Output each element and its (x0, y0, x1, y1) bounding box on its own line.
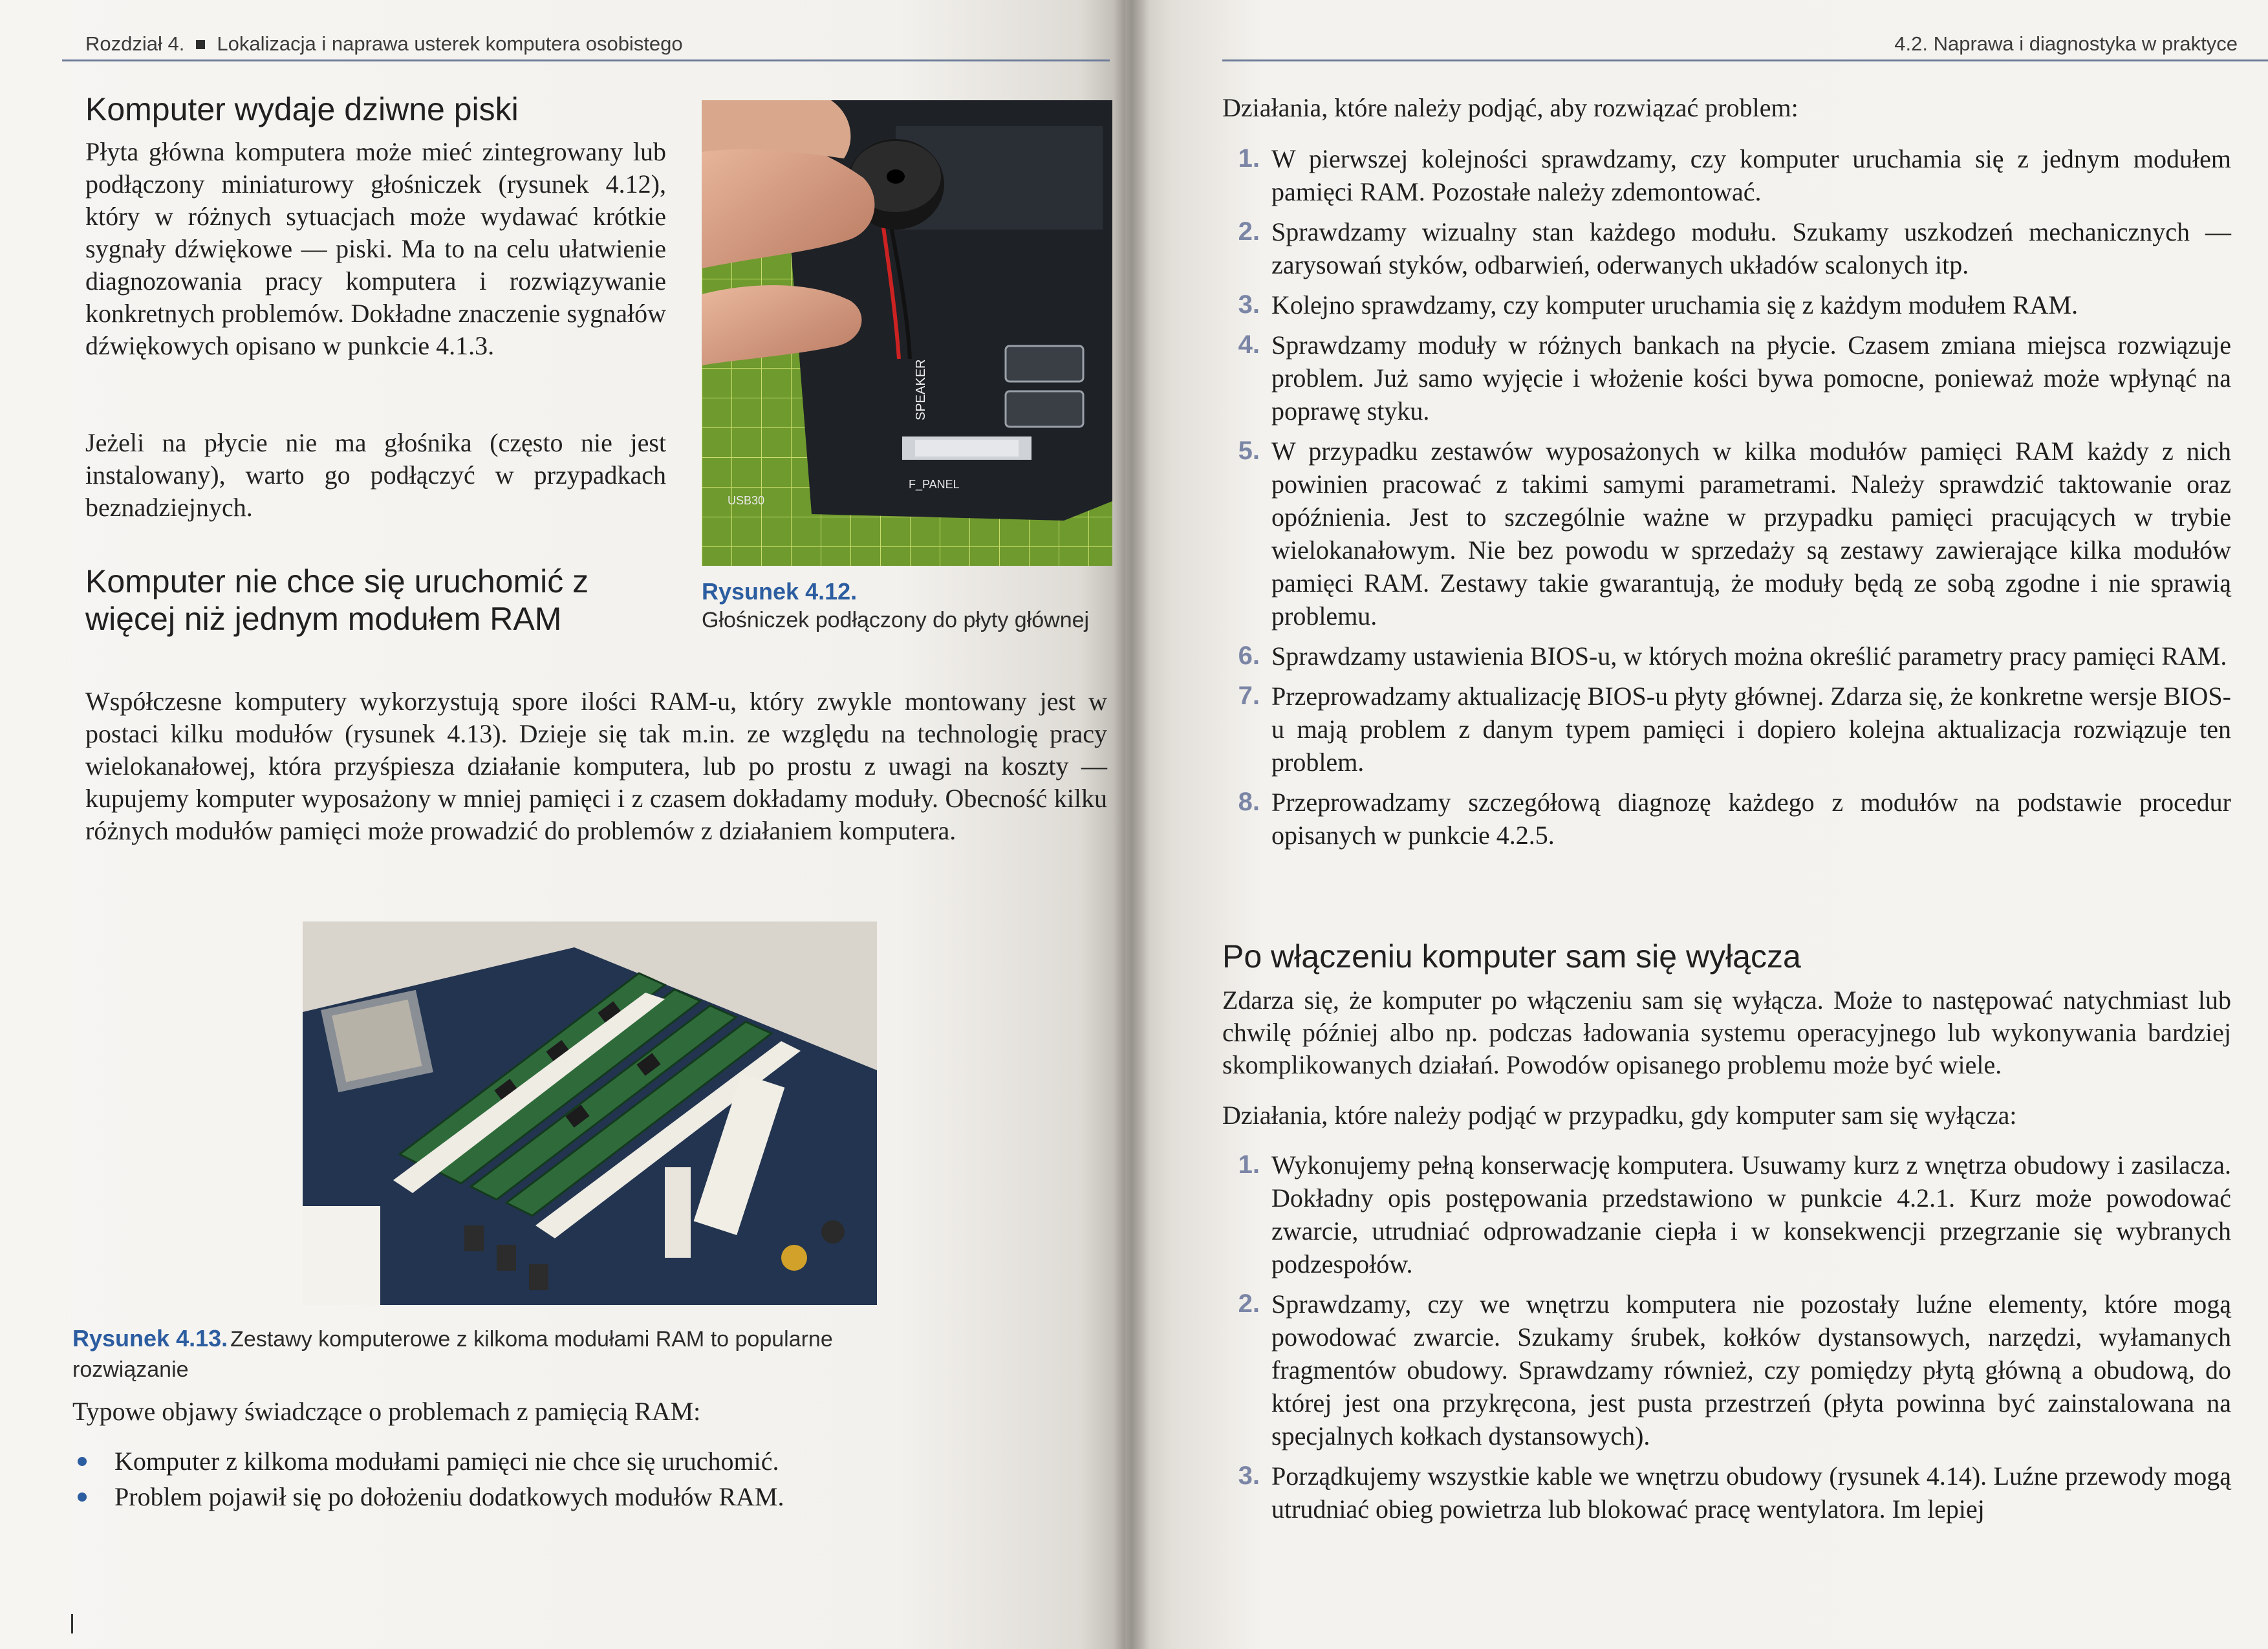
step-number: 8. (1238, 788, 1260, 816)
figure-4-12-label: Rysunek 4.12. (702, 578, 858, 605)
header-rule-right (1222, 59, 2268, 61)
list-item (1222, 215, 2231, 281)
section-heading-shutdown: Po włączeniu komputer sam się wyłącza (1222, 938, 1801, 975)
step-number: 3. (1238, 290, 1260, 319)
step-number: 5. (1238, 436, 1260, 465)
step-number: 3. (1238, 1461, 1260, 1490)
panel-board-label: F_PANEL (909, 478, 960, 491)
step-number: 7. (1238, 682, 1260, 710)
actions-list-ram (1222, 142, 2231, 859)
figure-4-13-caption (72, 1326, 887, 1387)
running-header-left (85, 32, 683, 56)
beeps-paragraph-1: Płyta główna komputera może mieć zintegrowany lub podłączony miniaturowy głośniczek (rysunek 4.12), który w różnych sytuacjach może wydawać krótkie sygnały dźwiękowe — piski. Ma to na celu ułatwienie diagnozowania pracy komputera i rozwiązywanie konkretnych problemów. Dokładne znaczenie sygnałów dźwiękowych opisano w punkcie 4.1.3. (85, 137, 666, 360)
step-text: Przeprowadzamy aktualizację BIOS-u płyty głównej. Zdarza się, że konkretne wersje BIOS-u mają problem z danym typem pamięci i dopiero kolejna aktualizacja rozwiązuje ten problem. (1271, 682, 2231, 777)
figure-4-12-text: Głośniczek podłączony do płyty głównej (702, 608, 1090, 632)
section-heading-ram-boot: Komputer nie chce się uruchomić z więcej niż jednym modułem RAM (85, 563, 589, 637)
step-number: 6. (1238, 641, 1260, 670)
chapter-title: Lokalizacja i naprawa usterek komputera osobistego (217, 32, 683, 55)
symptoms-list (72, 1443, 1042, 1514)
list-item (1222, 786, 2231, 852)
figure-4-13-text: Zestawy komputerowe z kilkoma modułami RAM to popularne rozwiązanie (72, 1327, 833, 1382)
beeps-paragraph-2: Jeżeli na płycie nie ma głośnika (często nie jest instalowany), warto go podłączyć w przypadkach beznadziejnych. (85, 428, 666, 522)
square-bullet-icon (196, 40, 205, 49)
list-item (1222, 142, 2231, 208)
left-page (0, 0, 1125, 1649)
list-item: Komputer z kilkoma modułami pamięci nie chce się uruchomić. (72, 1443, 1042, 1479)
list-item (1222, 288, 2231, 321)
step-number: 1. (1238, 144, 1260, 173)
actions-intro: Działania, które należy podjąć, aby rozwiązać problem: (1222, 93, 1798, 122)
ram-boot-paragraph: Współczesne komputery wykorzystują spore ilości RAM-u, który zwykle montowany jest w postaci kilku modułów (rysunek 4.13). Dzieje się tak m.in. ze względu na technologię pracy wielokanałowej, która przyśpiesza działanie komputera, lub po prostu z uwagi na koszty — kupujemy komputer wyposażony w mniej pamięci i z czasem dokładamy moduły. Obecność kilku różnych modułów pamięci może prowadzić do problemów z działaniem komputera. (85, 687, 1107, 845)
step-text: Sprawdzamy moduły w różnych bankach na płycie. Czasem zmiana miejsca rozwiązuje problem. Już samo wyjęcie i włożenie kości bywa pomocne, ponieważ może wpłynąć na poprawę styku. (1271, 330, 2231, 426)
step-text: Wykonujemy pełną konserwację komputera. Usuwamy kurz z wnętrza obudowy i zasilacza. Dokładny opis postępowania przedstawiono w punkcie 4.2.1. Kurz może powodować zwarcie, utrudniać odprowadzanie ciepła i w konsekwencji przegrzanie się wybranych podzespołów. (1271, 1150, 2231, 1278)
page-edge-mark (71, 1614, 73, 1633)
section-heading-beeps: Komputer wydaje dziwne piski (85, 91, 519, 127)
list-item (1222, 1460, 2231, 1525)
step-number: 4. (1238, 330, 1260, 359)
book-spine-shadow (1114, 0, 1150, 1649)
step-number: 1. (1238, 1150, 1260, 1179)
list-item (1222, 435, 2231, 632)
step-text: W przypadku zestawów wyposażonych w kilka modułów pamięci RAM każdy z nich powinien pracować z takimi samymi parametrami. Należy sprawdzić taktowanie oraz opóźnienia. Jest to szczególnie ważne w przypadku pamięci pracujących w trybie wielokanałowym. Nie bez powodu w sprzedaży są zestawy zawierające kilka modułów pamięci RAM. Zestawy takie gwarantują, że moduły będą ze sobą zgodne i nie sprawią problemu. (1271, 436, 2231, 630)
speaker-board-label: SPEAKER (914, 359, 928, 420)
shutdown-paragraph: Zdarza się, że komputer po włączeniu sam się wyłącza. Może to następować natychmiast lub chwilę później albo np. podczas ładowania systemu operacyjnego lub wykonywania bardziej skomplikowanych działań. Powodów opisanego problemu może być wiele. (1222, 986, 2231, 1079)
shutdown-actions-intro: Działania, które należy podjąć w przypadku, gdy komputer sam się wyłącza: (1222, 1101, 2017, 1130)
ram-modules-illustration (303, 921, 877, 1305)
step-text: Sprawdzamy ustawienia BIOS-u, w których można określić parametry pracy pamięci RAM. (1271, 641, 2227, 671)
right-page (1125, 0, 2268, 1649)
running-header-right: 4.2. Naprawa i diagnostyka w praktyce (1894, 32, 2238, 55)
actions-list-shutdown (1222, 1148, 2231, 1533)
step-number: 2. (1238, 217, 1260, 246)
list-item (1222, 640, 2231, 673)
chapter-label: Rozdział 4. (85, 32, 185, 55)
figure-4-13-ram-photo (303, 921, 877, 1305)
step-text: Sprawdzamy wizualny stan każdego modułu. Szukamy uszkodzeń mechanicznych — zarysowań styków, odbarwień, oderwanych układów scalonych itp. (1271, 217, 2231, 279)
step-text: Porządkujemy wszystkie kable we wnętrzu obudowy (rysunek 4.14). Luźne przewody mogą utrudniać obieg powietrza lub blokować pracę wentylatora. Im lepiej (1271, 1461, 2231, 1524)
figure-4-12-caption (702, 577, 1103, 634)
list-item (1222, 329, 2231, 427)
list-item (1222, 1148, 2231, 1280)
list-item (1222, 680, 2231, 779)
usb-board-label: USB30 (728, 494, 765, 507)
speaker-photo-illustration (702, 100, 1112, 566)
list-item (1222, 1288, 2231, 1452)
list-item: Problem pojawił się po dołożeniu dodatkowych modułów RAM. (72, 1479, 1042, 1514)
symptoms-intro: Typowe objawy świadczące o problemach z pamięcią RAM: (72, 1397, 701, 1426)
step-text: Kolejno sprawdzamy, czy komputer uruchamia się z każdym modułem RAM. (1271, 290, 2079, 319)
step-number: 2. (1238, 1289, 1260, 1318)
figure-4-12-speaker-photo (702, 100, 1112, 566)
step-text: Sprawdzamy, czy we wnętrzu komputera nie pozostały luźne elementy, które mogą powodować zwarcie. Szukamy śrubek, kołków dystansowych, narzędzi, wyłamanych fragmentów obudowy. Sprawdzamy również, czy pomiędzy płytą główną a obudową, do której jest ona przykręcona, jest pusta przestrzeń (płyta powinna być zainstalowana na specjalnych kołkach dystansowych). (1271, 1289, 2231, 1450)
step-text: W pierwszej kolejności sprawdzamy, czy komputer uruchamia się z jednym modułem pamięci RAM. Pozostałe należy zdemontować. (1271, 144, 2231, 206)
step-text: Przeprowadzamy szczegółową diagnozę każdego z modułów na podstawie procedur opisanych w punkcie 4.2.5. (1271, 788, 2231, 850)
header-rule (62, 59, 1110, 61)
figure-4-13-label: Rysunek 4.13. (72, 1325, 228, 1352)
